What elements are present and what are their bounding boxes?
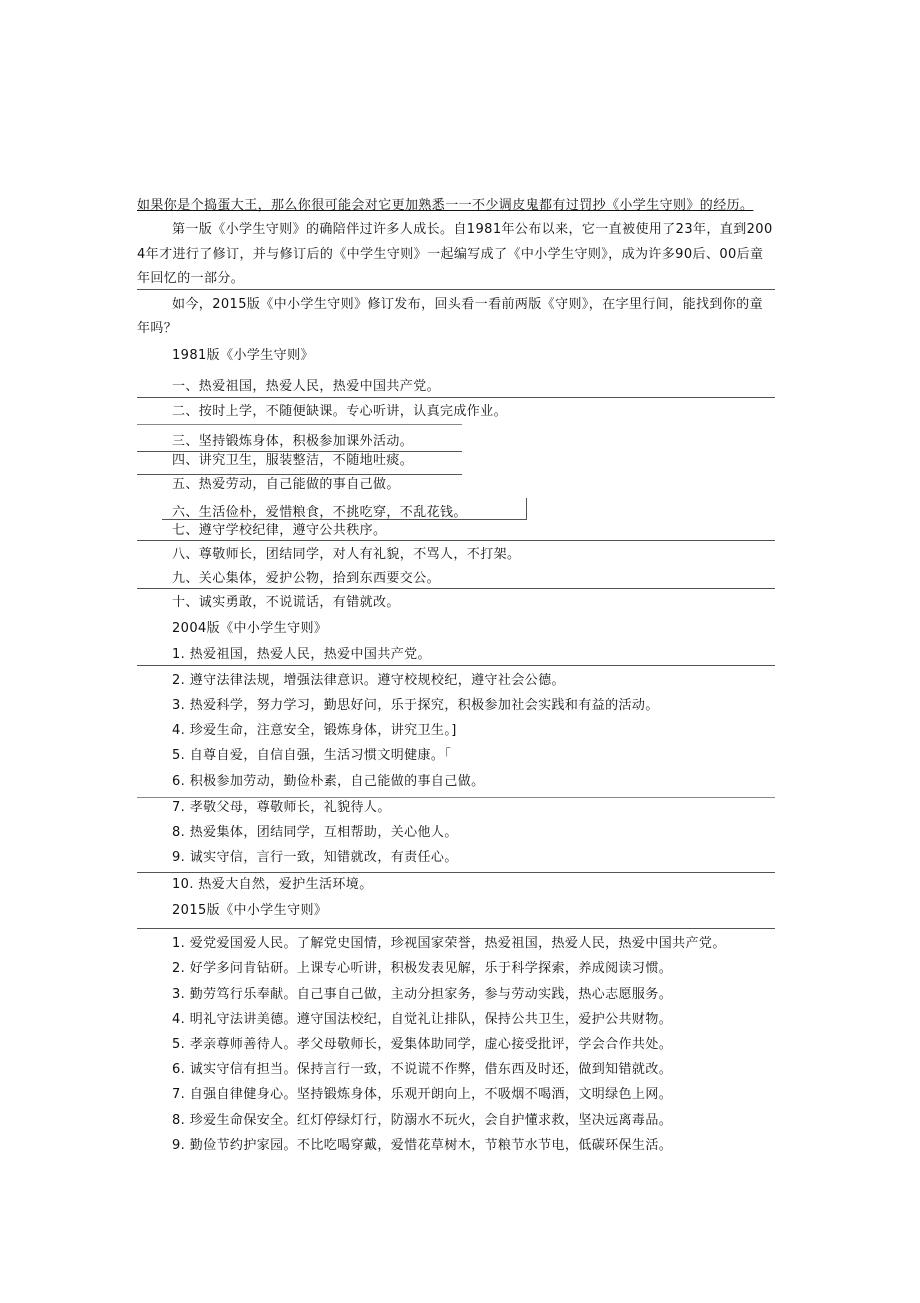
rule-2004-5: 5. 自尊自爱，自信自强，生活习惯文明健康。「 — [172, 748, 452, 763]
rule-2015-7: 7. 自强自律健身心。坚持锻炼身体，乐观开朗向上，不吸烟不喝酒，文明绿色上网。 — [172, 1087, 673, 1102]
intro-line-1: 如果你是个捣蛋大王，那么你很可能会对它更加熟悉一一不少调皮鬼都有过罚抄《小学生守则》的经历。 — [137, 198, 754, 213]
section-title-2015: 2015版《中小学生守则》 — [172, 903, 328, 918]
rule-1981-8: 八、尊敬师长，团结同学，对人有礼貌，不骂人，不打架。 — [172, 547, 521, 562]
rule-1981-3: 三、坚持锻炼身体，积极参加课外活动。 — [172, 434, 414, 449]
divider — [137, 665, 775, 666]
divider — [137, 397, 775, 398]
rule-1981-6: 六、生活俭朴，爱惜粮食，不挑吃穿，不乱花钱。 — [172, 505, 467, 520]
paragraph-2-line-1: 第一版《小学生守则》的确陪伴过许多人成长。自1981年公布以来，它一直被使用了23年，直到200 — [172, 222, 773, 237]
rule-2004-6: 6. 积极参加劳动，勤俭朴素，自己能做的事自己做。 — [172, 774, 485, 789]
paragraph-3-line-2: 年吗？ — [137, 321, 178, 336]
rule-2015-8: 8. 珍爱生命保安全。红灯停绿灯行，防溺水不玩火，会自护懂求救，坚决远离毒品。 — [172, 1113, 673, 1128]
section-title-1981: 1981版《小学生守则》 — [172, 348, 314, 363]
rule-2015-2: 2. 好学多问肯钻研。上课专心听讲，积极发表见解，乐于科学探索，养成阅读习惯。 — [172, 961, 673, 976]
paragraph-3-line-1: 如今，2015版《中小学生守则》修订发布，回头看一看前两版《守则》，在字里行间，能找到你的童 — [172, 297, 763, 312]
divider — [162, 519, 527, 520]
divider — [137, 474, 462, 475]
rule-2004-2: 2. 遵守法律法规，增强法律意识。遵守校规校纪，遵守社会公德。 — [172, 673, 565, 688]
divider — [137, 588, 775, 589]
rule-1981-7: 七、遵守学校纪律，遵守公共秩序。 — [172, 523, 387, 538]
rule-1981-2: 二、按时上学，不随便缺课。专心听讲，认真完成作业。 — [172, 404, 508, 419]
section-title-2004: 2004版《中小学生守则》 — [172, 621, 328, 636]
divider — [137, 872, 775, 873]
rule-2004-8: 8. 热爱集体，团结同学，互相帮助，关心他人。 — [172, 825, 458, 840]
rule-2004-4: 4. 珍爱生命，注意安全，锻炼身体，讲究卫生。] — [172, 723, 457, 738]
rule-1981-1: 一、热爱祖国，热爱人民，热爱中国共产党。 — [172, 379, 441, 394]
rule-2015-5: 5. 孝亲尊师善待人。孝父母敬师长，爱集体助同学，虚心接受批评，学会合作共处。 — [172, 1037, 673, 1052]
rule-1981-4: 四、讲究卫生，服装整洁，不随地吐痰。 — [172, 453, 414, 468]
rule-1981-9: 九、关心集体，爱护公物，拾到东西要交公。 — [172, 571, 441, 586]
paragraph-2-line-2: 4年才进行了修订，并与修订后的《中学生守则》一起编写成了《中小学生守则》，成为许多90后、00后童 — [137, 247, 764, 262]
rule-2004-10: 10. 热爱大自然，爱护生活环境。 — [172, 877, 373, 892]
rule-1981-5: 五、热爱劳动，自己能做的事自己做。 — [172, 477, 400, 492]
rule-2015-3: 3. 勤劳笃行乐奉献。自己事自己做，主动分担家务，参与劳动实践，热心志愿服务。 — [172, 987, 673, 1002]
rule-2015-9: 9. 勤俭节约护家园。不比吃喝穿戴，爱惜花草树木，节粮节水节电，低碳环保生活。 — [172, 1138, 673, 1153]
rule-2004-1: 1. 热爱祖国，热爱人民，热爱中国共产党。 — [172, 647, 431, 662]
rule-2004-9: 9. 诚实守信，言行一致，知错就改，有责任心。 — [172, 850, 458, 865]
rule-2015-6: 6. 诚实守信有担当。保持言行一致，不说谎不作弊，借东西及时还，做到知错就改。 — [172, 1062, 673, 1077]
divider — [137, 424, 462, 425]
divider — [137, 289, 775, 290]
paragraph-2-line-3: 年回忆的一部分。 — [137, 271, 245, 286]
rule-2015-4: 4. 明礼守法讲美德。遵守国法校纪，自觉礼让排队，保持公共卫生，爱护公共财物。 — [172, 1012, 673, 1027]
rule-2015-1: 1. 爱党爱国爱人民。了解党史国情，珍视国家荣誉，热爱祖国，热爱人民，热爱中国共产党。 — [172, 936, 726, 951]
divider — [137, 540, 775, 541]
rule-1981-10: 十、诚实勇敢，不说谎话，有错就改。 — [172, 595, 400, 610]
divider — [137, 928, 775, 929]
rule-2004-7: 7. 孝敬父母，尊敬师长，礼貌待人。 — [172, 800, 391, 815]
frame-edge — [526, 498, 527, 520]
divider — [137, 797, 775, 798]
rule-2004-3: 3. 热爱科学，努力学习，勤思好问，乐于探究，积极参加社会实践和有益的活动。 — [172, 698, 659, 713]
